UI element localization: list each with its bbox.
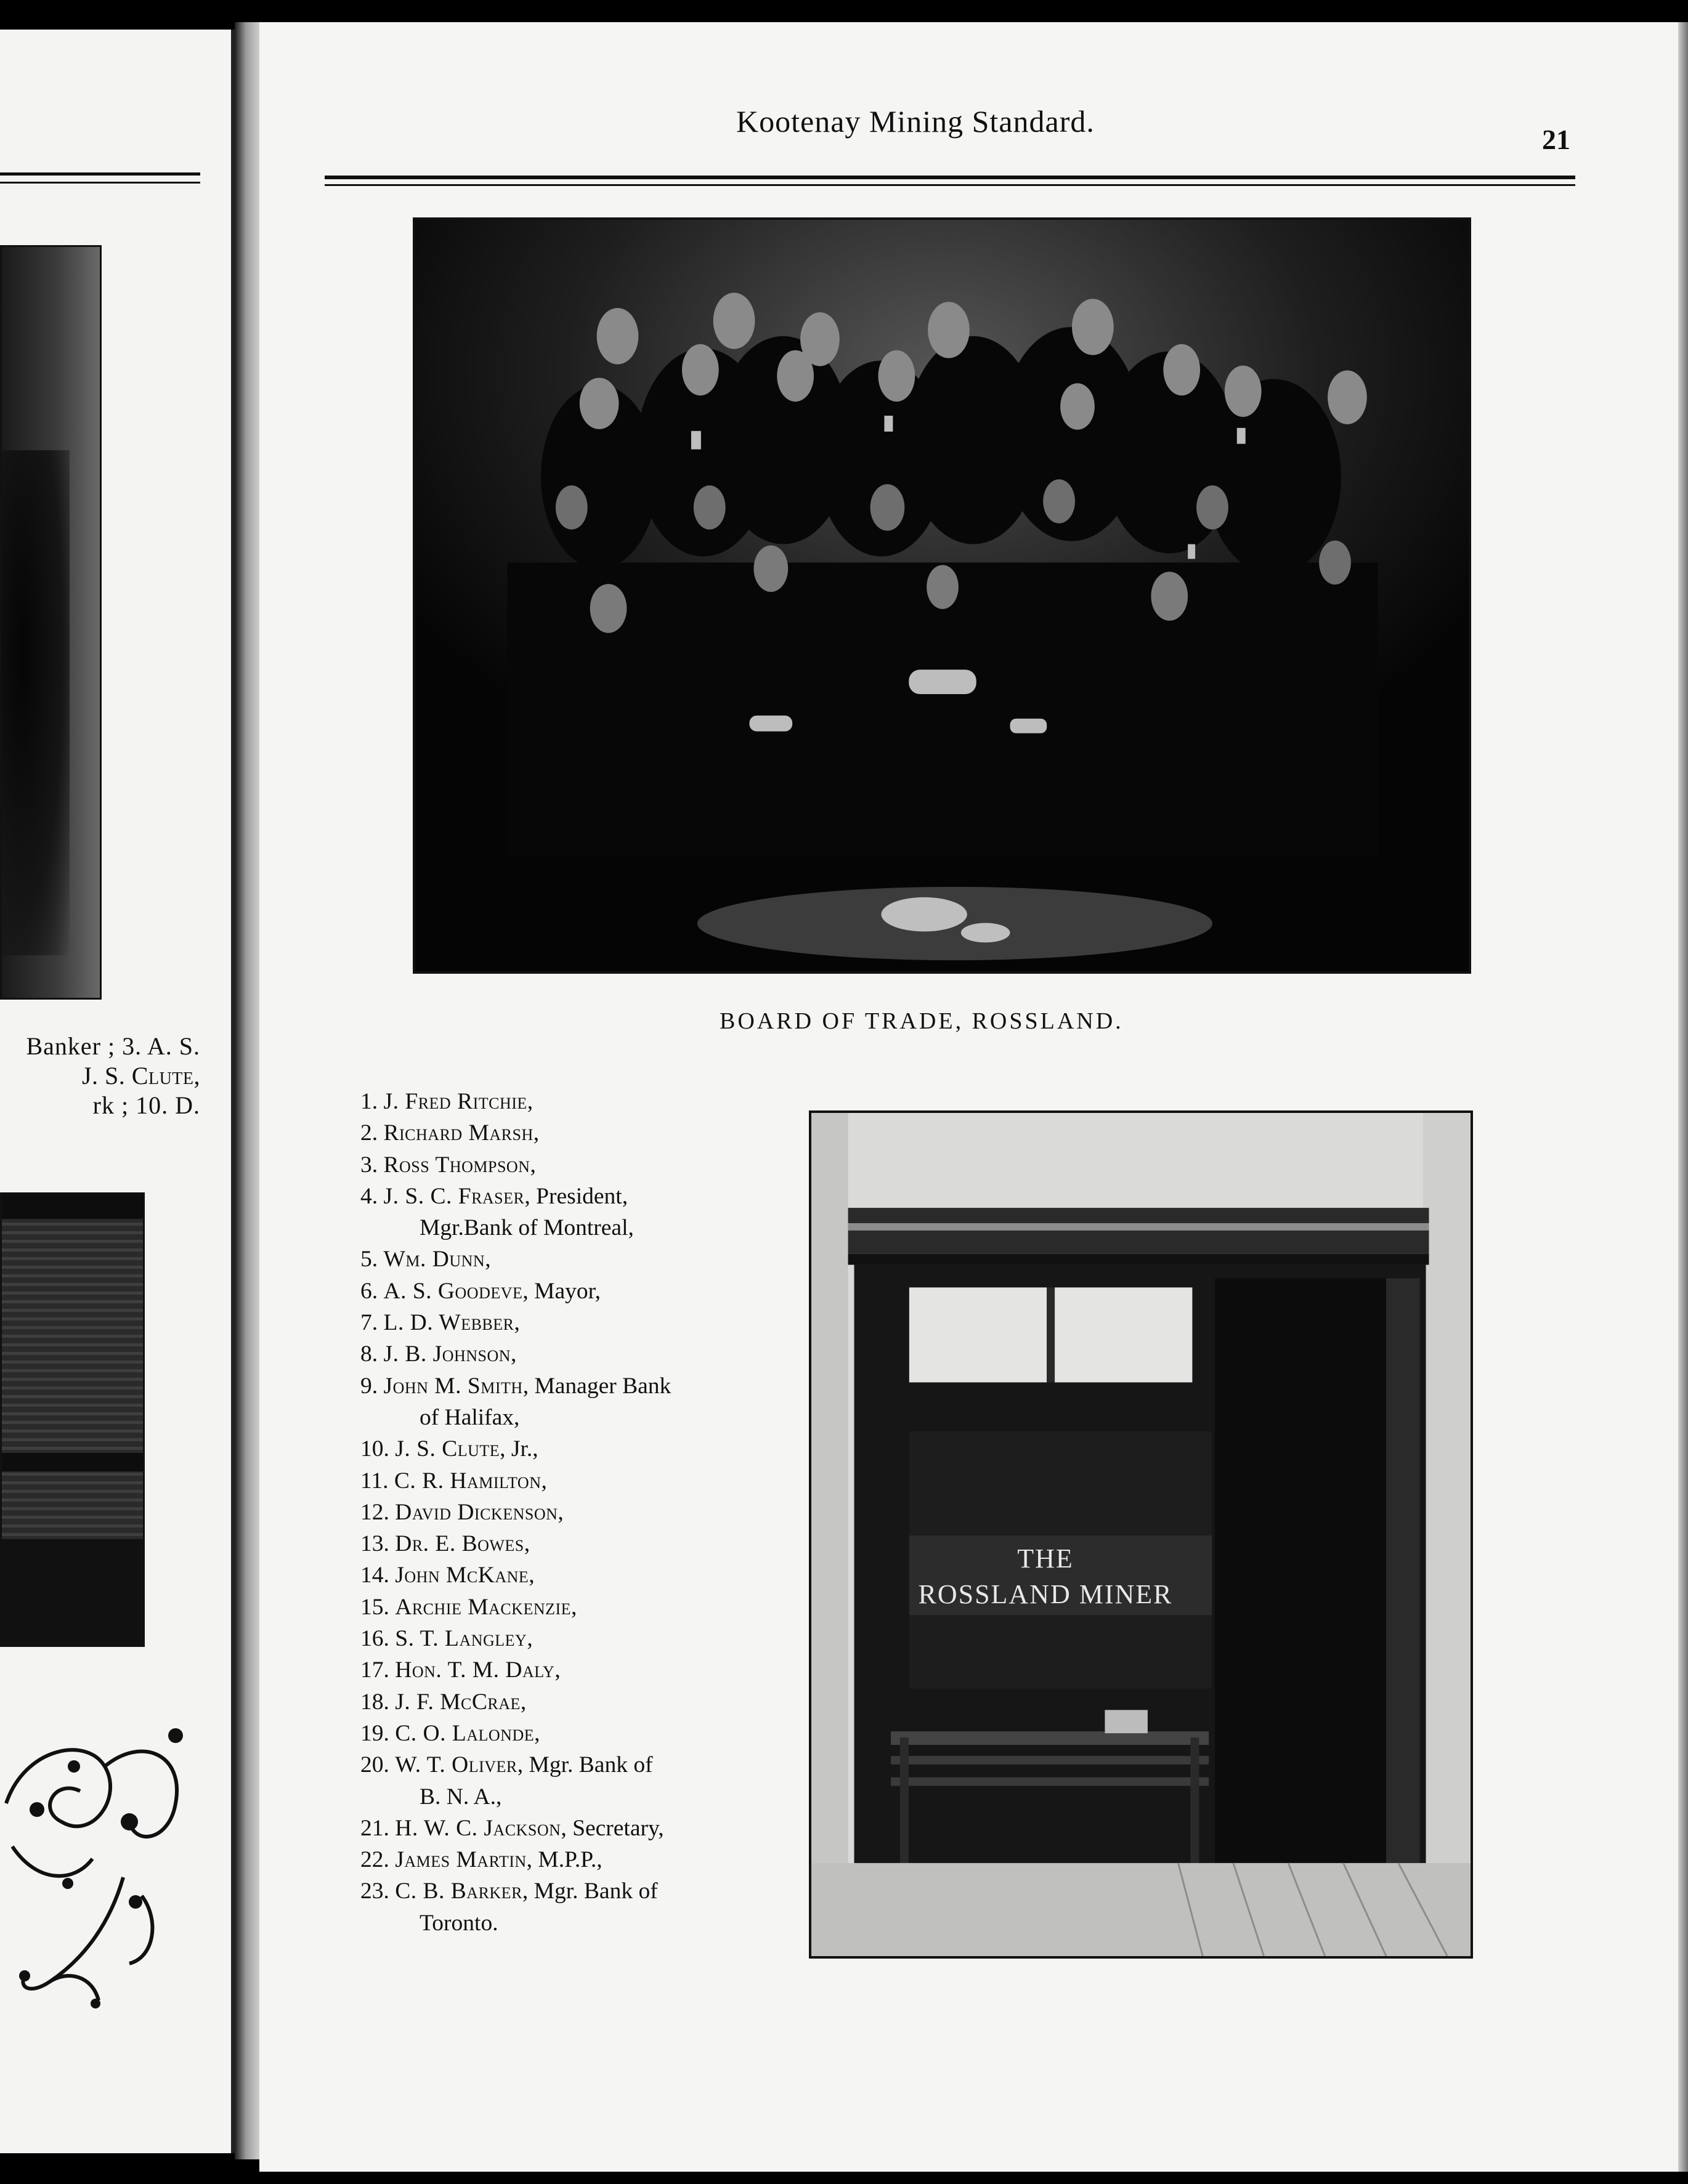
left-photo-caption (0, 1032, 200, 1120)
item-number: 13. (360, 1531, 389, 1557)
rossland-miner-storefront-photo (809, 1110, 1473, 1959)
member-role: , (524, 1531, 530, 1557)
member-role: , (533, 1120, 540, 1146)
member-role: , (541, 1468, 547, 1494)
item-number: 6. (360, 1278, 378, 1304)
item-number: 3. (360, 1152, 378, 1178)
member-name: J. B. Johnson (383, 1341, 511, 1367)
list-item (360, 1875, 792, 1907)
member-name: John McKane (395, 1563, 529, 1588)
item-number: 23. (360, 1879, 389, 1904)
member-role: , (558, 1499, 564, 1525)
item-number: 2. (360, 1120, 378, 1146)
member-name: C. O. Lalonde (395, 1720, 535, 1746)
sign-line-1: THE (1017, 1543, 1074, 1574)
member-role: , Mgr. Bank of (517, 1752, 653, 1778)
item-number: 20. (360, 1752, 389, 1778)
member-role: , (520, 1689, 527, 1715)
item-number: 16. (360, 1626, 389, 1652)
member-name: Ross Thompson (383, 1152, 530, 1178)
member-role: , Jr., (500, 1436, 538, 1462)
member-name: J. Fred Ritchie (383, 1089, 527, 1114)
left-building-photo (0, 1192, 145, 1647)
list-item (360, 1433, 792, 1465)
member-name: Archie Mackenzie (395, 1594, 572, 1620)
member-role: , Secretary, (561, 1815, 664, 1841)
member-name: James Martin (395, 1847, 527, 1873)
list-item (360, 1338, 792, 1370)
member-role-continued: of Halifax, (420, 1404, 520, 1430)
member-name: J. F. McCrae (395, 1689, 521, 1715)
item-number: 7. (360, 1310, 378, 1336)
member-role: , President, (524, 1183, 628, 1209)
page-number: 21 (1542, 124, 1570, 155)
list-item (360, 1244, 792, 1275)
member-role: , (530, 1152, 536, 1178)
list-item (360, 1117, 792, 1149)
list-item (360, 1654, 792, 1686)
list-item (360, 1086, 792, 1117)
list-item (360, 1276, 792, 1307)
list-item (360, 1528, 792, 1559)
member-name: Dr. E. Bowes (395, 1531, 524, 1557)
member-name: S. T. Langley (395, 1626, 527, 1652)
member-name: Wm. Dunn (383, 1247, 485, 1272)
item-number: 18. (360, 1689, 389, 1715)
left-caption-line: rk ; 10. D. (92, 1091, 200, 1119)
member-role: , (527, 1089, 534, 1114)
left-header-rule-thin (0, 182, 200, 184)
left-caption-line: J. S. Clute, (81, 1062, 200, 1090)
member-role-continued: B. N. A., (420, 1784, 502, 1810)
previous-page-fragment (0, 30, 235, 2153)
list-item (360, 1497, 792, 1528)
member-name: Richard Marsh (383, 1120, 534, 1146)
list-item (360, 1623, 792, 1654)
member-name: John M. Smith (383, 1373, 523, 1399)
member-role: , (514, 1310, 520, 1336)
member-role: , (554, 1657, 561, 1683)
item-number: 5. (360, 1247, 378, 1272)
list-item (360, 1718, 792, 1749)
member-role: , (511, 1341, 517, 1367)
storefront-image (811, 1113, 1471, 1956)
list-item (360, 1307, 792, 1338)
member-name: A. S. Goodeve (383, 1278, 523, 1304)
list-item (360, 1149, 792, 1181)
item-number: 9. (360, 1373, 378, 1399)
member-name: L. D. Webber (383, 1310, 514, 1336)
item-number: 21. (360, 1815, 389, 1841)
list-item (360, 1465, 792, 1497)
item-number: 8. (360, 1341, 378, 1367)
left-portrait-photo (0, 245, 102, 1000)
member-role: , (527, 1626, 533, 1652)
member-role: , (571, 1594, 577, 1620)
member-name: C. B. Barker (395, 1879, 522, 1904)
member-role: , (529, 1563, 535, 1588)
member-name: W. T. Oliver (395, 1752, 517, 1778)
left-header-rule (0, 172, 200, 176)
member-name: H. W. C. Jackson (395, 1815, 561, 1841)
group-photo-image (415, 220, 1469, 971)
left-caption-line: Banker ; 3. A. S. (26, 1032, 200, 1060)
member-role: , (534, 1720, 540, 1746)
list-item (360, 1591, 792, 1623)
storefront-sign (910, 1541, 1181, 1612)
item-number: 17. (360, 1657, 389, 1683)
list-item (360, 1686, 792, 1718)
item-number: 4. (360, 1183, 378, 1209)
group-photo-caption: BOARD OF TRADE, ROSSLAND. (720, 1008, 1124, 1034)
list-item (360, 1559, 792, 1591)
sign-line-2: ROSSLAND MINER (918, 1579, 1173, 1609)
member-role-continued: Mgr.Bank of Montreal, (420, 1215, 634, 1241)
list-item (360, 1370, 792, 1402)
member-name: J. S. C. Fraser (383, 1183, 525, 1209)
member-role: , Manager Bank (522, 1373, 672, 1399)
item-number: 12. (360, 1499, 389, 1525)
member-role: , Mgr. Bank of (522, 1879, 658, 1904)
member-role: , Mayor, (522, 1278, 601, 1304)
member-name: Hon. T. M. Daly (395, 1657, 555, 1683)
header-rule-thin (325, 184, 1575, 186)
member-role: , M.P.P., (526, 1847, 603, 1873)
item-number: 11. (360, 1468, 389, 1494)
item-number: 19. (360, 1720, 389, 1746)
item-number: 10. (360, 1436, 389, 1462)
list-item (360, 1749, 792, 1781)
header-rule (325, 176, 1575, 179)
member-role: , (485, 1247, 491, 1272)
running-title: Kootenay Mining Standard. (736, 104, 1095, 139)
list-item (360, 1181, 792, 1212)
item-number: 14. (360, 1563, 389, 1588)
list-item (360, 1813, 792, 1844)
member-list (360, 1086, 792, 1939)
list-item (360, 1844, 792, 1875)
page-edge-shadow (1678, 22, 1688, 2172)
member-name: C. R. Hamilton (394, 1468, 542, 1494)
book-gutter (235, 22, 259, 2159)
item-number: 22. (360, 1847, 389, 1873)
decorative-ornament (0, 1699, 191, 2019)
member-role-continued: Toronto. (420, 1910, 498, 1936)
item-number: 1. (360, 1089, 378, 1114)
member-name: David Dickenson (395, 1499, 558, 1525)
board-of-trade-group-photo (413, 217, 1471, 974)
member-name: J. S. Clute (395, 1436, 500, 1462)
item-number: 15. (360, 1594, 389, 1620)
